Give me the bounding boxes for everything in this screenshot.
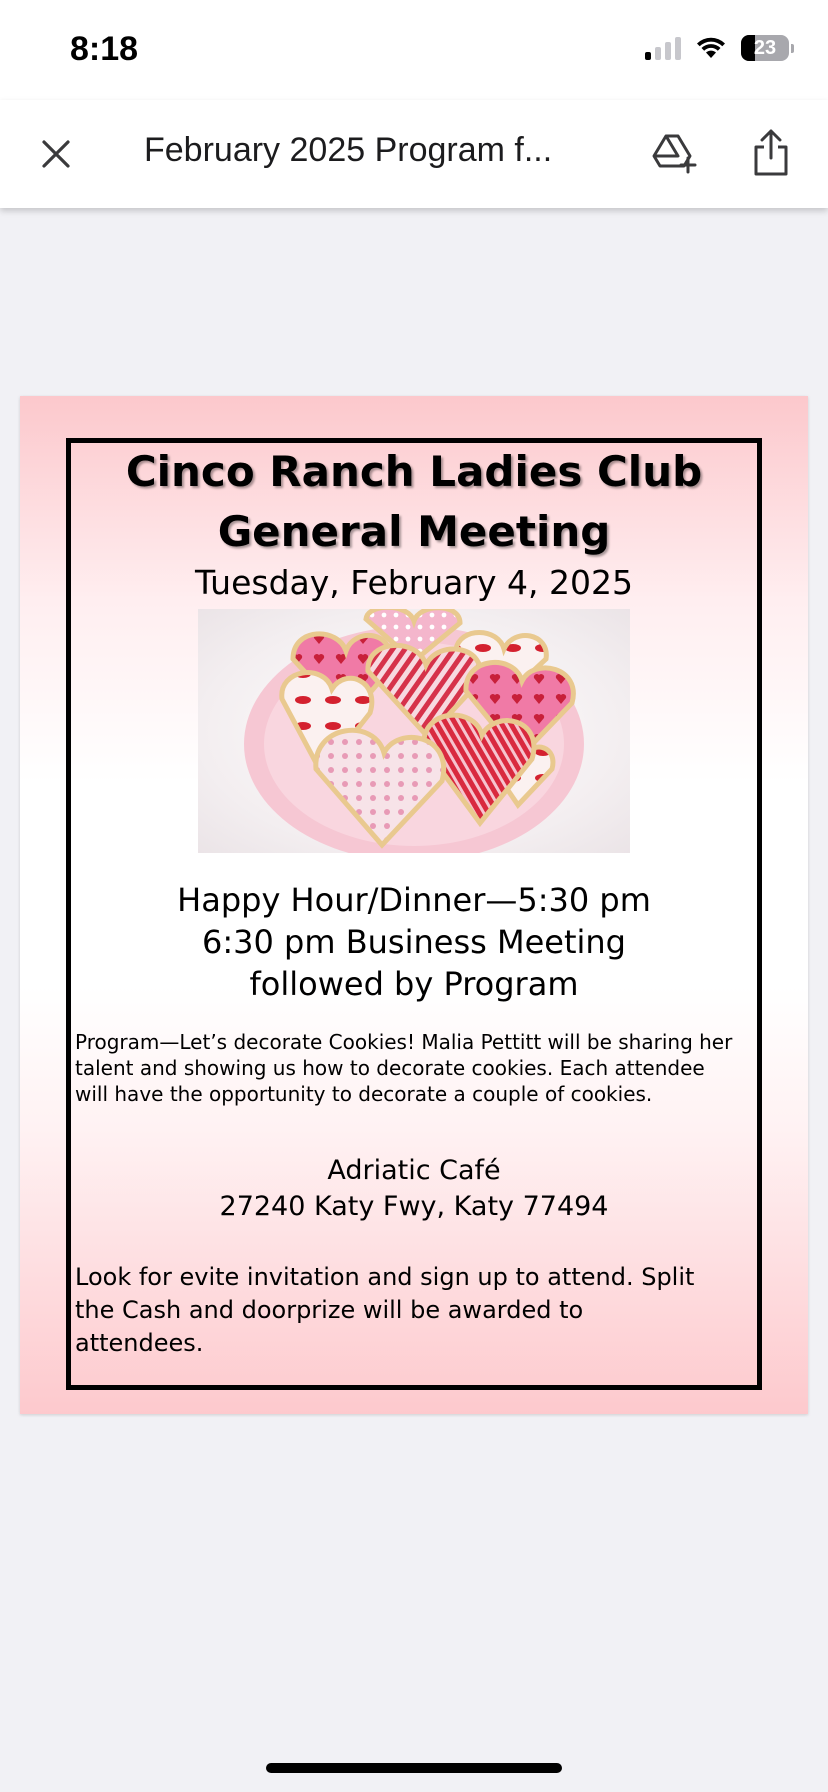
heart-cookies-photo — [198, 609, 630, 853]
add-to-drive-button[interactable] — [648, 126, 702, 180]
flyer-title-line2: General Meeting — [217, 507, 611, 556]
battery-level: 23 — [753, 36, 777, 59]
venue-address: 27240 Katy Fwy, Katy 77494 — [219, 1191, 609, 1222]
schedule-line: followed by Program — [249, 965, 579, 1003]
signal-icon — [645, 36, 681, 60]
program-description: Program—Let’s decorate Cookies! Malia Pettitt will be sharing her talent and showing us how to decorate cookies. Each attendee will have the opportunity to decorate a couple of cookies. — [75, 1030, 733, 1106]
nav-bar — [0, 100, 828, 208]
status-bar — [0, 0, 828, 100]
flyer-page — [20, 396, 808, 1414]
status-icons — [645, 34, 794, 62]
schedule-line: Happy Hour/Dinner—5:30 pm — [177, 881, 651, 919]
rsvp-notes: Look for evite invitation and sign up to attend. Split the Cash and doorprize will be awarded to attendees. — [75, 1263, 695, 1357]
flyer-title-line1: Cinco Ranch Ladies Club — [125, 447, 703, 496]
wifi-icon — [695, 36, 727, 60]
close-icon — [41, 139, 71, 169]
flyer-border — [66, 438, 762, 1390]
venue-name: Adriatic Café — [327, 1155, 501, 1186]
add-to-drive-icon — [652, 132, 698, 174]
status-time: 8:18 — [70, 30, 139, 68]
close-button[interactable] — [32, 130, 80, 178]
meeting-date: Tuesday, February 4, 2025 — [195, 563, 633, 602]
battery-icon — [741, 35, 789, 61]
home-indicator[interactable] — [266, 1763, 562, 1773]
share-icon — [751, 128, 791, 178]
battery-cap — [791, 44, 794, 53]
document-title: February 2025 Program f... — [144, 131, 553, 169]
schedule-line: 6:30 pm Business Meeting — [202, 923, 626, 961]
share-button[interactable] — [744, 124, 798, 182]
